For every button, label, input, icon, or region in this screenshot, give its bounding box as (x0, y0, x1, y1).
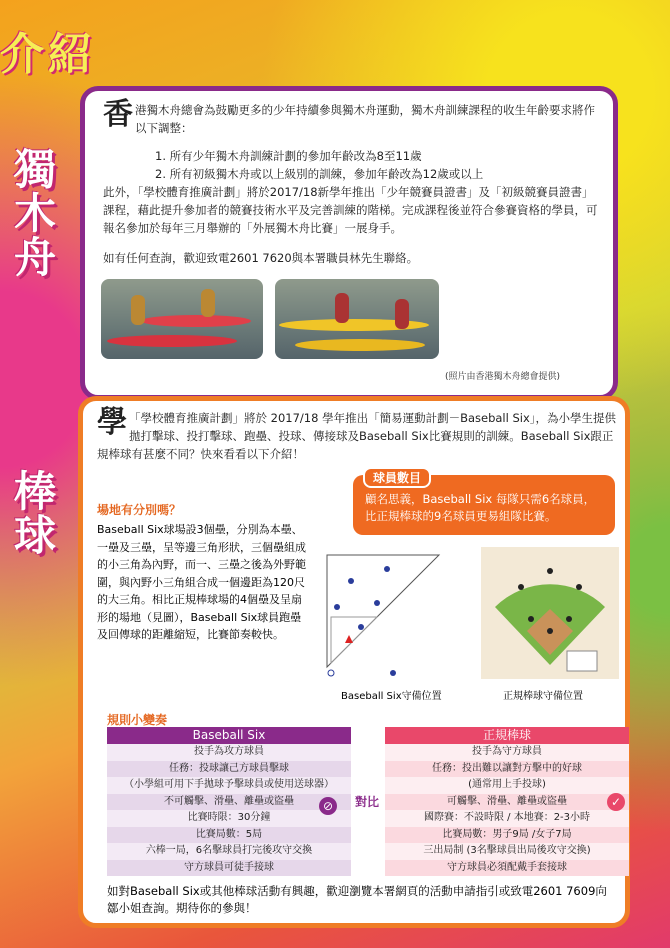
six-table-header: Baseball Six (107, 727, 351, 744)
paddler-shape (131, 295, 145, 325)
table-row: 投手為守方球員 (385, 744, 629, 761)
comparison-label: 對比 (355, 795, 380, 809)
player-count-box (353, 471, 615, 535)
kayak-boat-shape (295, 339, 425, 351)
field-description: Baseball Six球場設3個壘，分別為本壘、一壘及三壘，呈等邊三角形狀，三個壘組成的小三角為內野，而一、三壘之後為外野範圍，與內野小三角組合成一個邊距為120尺的大三角。相比正規棒球場的4個壘及呈扇形的場地（見圖），Baseball Six球員跑壘及回傳球的距離縮短，比賽節奏較快。 (97, 523, 306, 641)
kayak-boat-shape (107, 335, 237, 347)
table-row: 任務：投球讓己方球員擊球 (107, 761, 351, 778)
fielder-marker (528, 616, 534, 622)
fielder-marker (334, 604, 340, 610)
kayak-intro-text: 港獨木舟總會為鼓勵更多的少年持續參與獨木舟運動，獨木舟訓練課程的收生年齡要求將作以下調整： (135, 103, 595, 135)
baseball-intro (97, 405, 617, 463)
fielder-marker (576, 584, 582, 590)
table-row: 國際賽：不設時限 / 本地賽：2-3小時 (385, 810, 629, 827)
six-table-rows (107, 744, 351, 876)
rules-heading: 規則小變奏 (107, 713, 168, 727)
legend-marker (328, 670, 334, 676)
kayak-boat-shape (141, 315, 251, 327)
baseball-side-title (14, 467, 57, 561)
prohibited-icon: ⊘ (319, 797, 337, 815)
fielder-marker (384, 566, 390, 572)
table-row: 投手為攻方球員 (107, 744, 351, 761)
table-row: 比賽時限：30分鐘 (107, 810, 351, 827)
table-row: 任務：投出難以讓對方擊中的好球 (385, 761, 629, 778)
kayak-lead-char: 香 (103, 97, 133, 132)
paddler-shape (335, 293, 349, 323)
field-question-heading: 場地有分別嗎？ (97, 503, 182, 517)
fielder-marker (358, 624, 364, 630)
kayak-photo (101, 279, 263, 359)
regular-baseball-field-diagram (481, 547, 619, 679)
paddler-shape (395, 299, 409, 329)
fielder-marker (566, 616, 572, 622)
baseball-six-rules-table (107, 727, 351, 876)
regular-baseball-rules-table (385, 727, 629, 876)
player-count-title: 球員數目 (363, 467, 431, 488)
photo-credit: (照片由香港獨木舟總會提供) (445, 372, 561, 382)
page-header-title: 介紹 (0, 29, 96, 80)
player-count-text: 顧名思義，Baseball Six 每隊只需6名球員，比正規棒球的9名球員更易組隊比賽。 (365, 492, 596, 523)
fielder-marker (374, 600, 380, 606)
table-row: 守方球員可徒手接球 (107, 860, 351, 877)
kayak-age-list (155, 147, 483, 183)
regular-table-header: 正規棒球 (385, 727, 629, 744)
table-row: 守方球員必須配戴手套接球 (385, 860, 629, 877)
list-item: 2. 所有初級獨木舟或以上級別的訓練，參加年齡改為12歲或以上 (155, 167, 484, 181)
legend-marker (390, 670, 396, 676)
table-row: 比賽局數：男子9局 /女子7局 (385, 827, 629, 844)
fielder-marker (348, 578, 354, 584)
table-row: (通常用上手投球) (385, 777, 629, 794)
regular-diagram-caption: 正規棒球守備位置 (503, 691, 583, 702)
baseball-six-field-diagram (317, 547, 447, 679)
baseball-panel (78, 396, 630, 928)
infield-outline (331, 617, 377, 663)
kayak-side-title (14, 145, 57, 283)
baseball-title-char: 球 (14, 511, 57, 561)
kayak-title-char: 木 (14, 189, 57, 239)
kayak-title-char: 獨 (14, 145, 57, 194)
baseball-lead-char: 學 (97, 405, 127, 440)
table-row: 不可觸擊、滑壘、離壘或盜壘 (107, 794, 351, 811)
kayak-photo (275, 279, 439, 359)
legend-box (567, 651, 597, 671)
baseball-intro-text: 「學校體育推廣計劃」將於 2017/18 學年推出「簡易運動計劃－Baseball Six」，為小學生提供拋打擊球、投打擊球、跑壘、投球、傳接球及Baseball Six比賽規則的訓練。Baseball Six跟正規棒球有甚麼不同？快來看看以下介紹！ (97, 411, 617, 461)
table-row: 三出局制 (3名擊球員出局後攻守交換) (385, 843, 629, 860)
table-row: 可觸擊、滑壘、離壘或盜壘 (385, 794, 629, 811)
table-row: 六棒一局，6名擊球員打完後攻守交換 (107, 843, 351, 860)
baseball-title-char: 棒 (14, 467, 57, 516)
list-item: 1. 所有少年獨木舟訓練計劃的參加年齡改為8至11歲 (155, 149, 422, 163)
fielder-marker (547, 568, 553, 574)
allowed-check-icon: ✓ (607, 793, 625, 811)
kayak-contact: 如有任何查詢，歡迎致電2601 7620與本署職員林先生聯絡。 (103, 251, 419, 265)
six-diagram-caption: Baseball Six守備位置 (341, 691, 442, 702)
kayak-paragraph: 此外，「學校體育推廣計劃」將於2017/18新學年推出「少年競賽員證書」及「初級競賽員證書」課程，藉此提升參加者的競賽技術水平及完善訓練的階梯。完成課程後並符合參賽資格的學員，可報名參加於每年三月舉辦的「外展獨木舟比賽」一展身手。 (103, 185, 598, 235)
pitcher-marker (345, 635, 353, 643)
regular-table-rows (385, 744, 629, 876)
fielder-marker (547, 628, 553, 634)
kayak-title-char: 舟 (14, 233, 57, 283)
table-row: 比賽局數：5局 (107, 827, 351, 844)
paddler-shape (201, 289, 215, 317)
fielder-marker (518, 584, 524, 590)
kayak-panel (80, 86, 618, 400)
baseball-contact: 如對Baseball Six或其他棒球活動有興趣，歡迎瀏覽本署網頁的活動申請指引或致電2601 7609向鄒小姐查詢。期待你的參與！ (107, 884, 607, 915)
table-row: （小學組可用下手拋球予擊球員或使用送球器） (107, 777, 351, 794)
kayak-intro (103, 97, 598, 137)
